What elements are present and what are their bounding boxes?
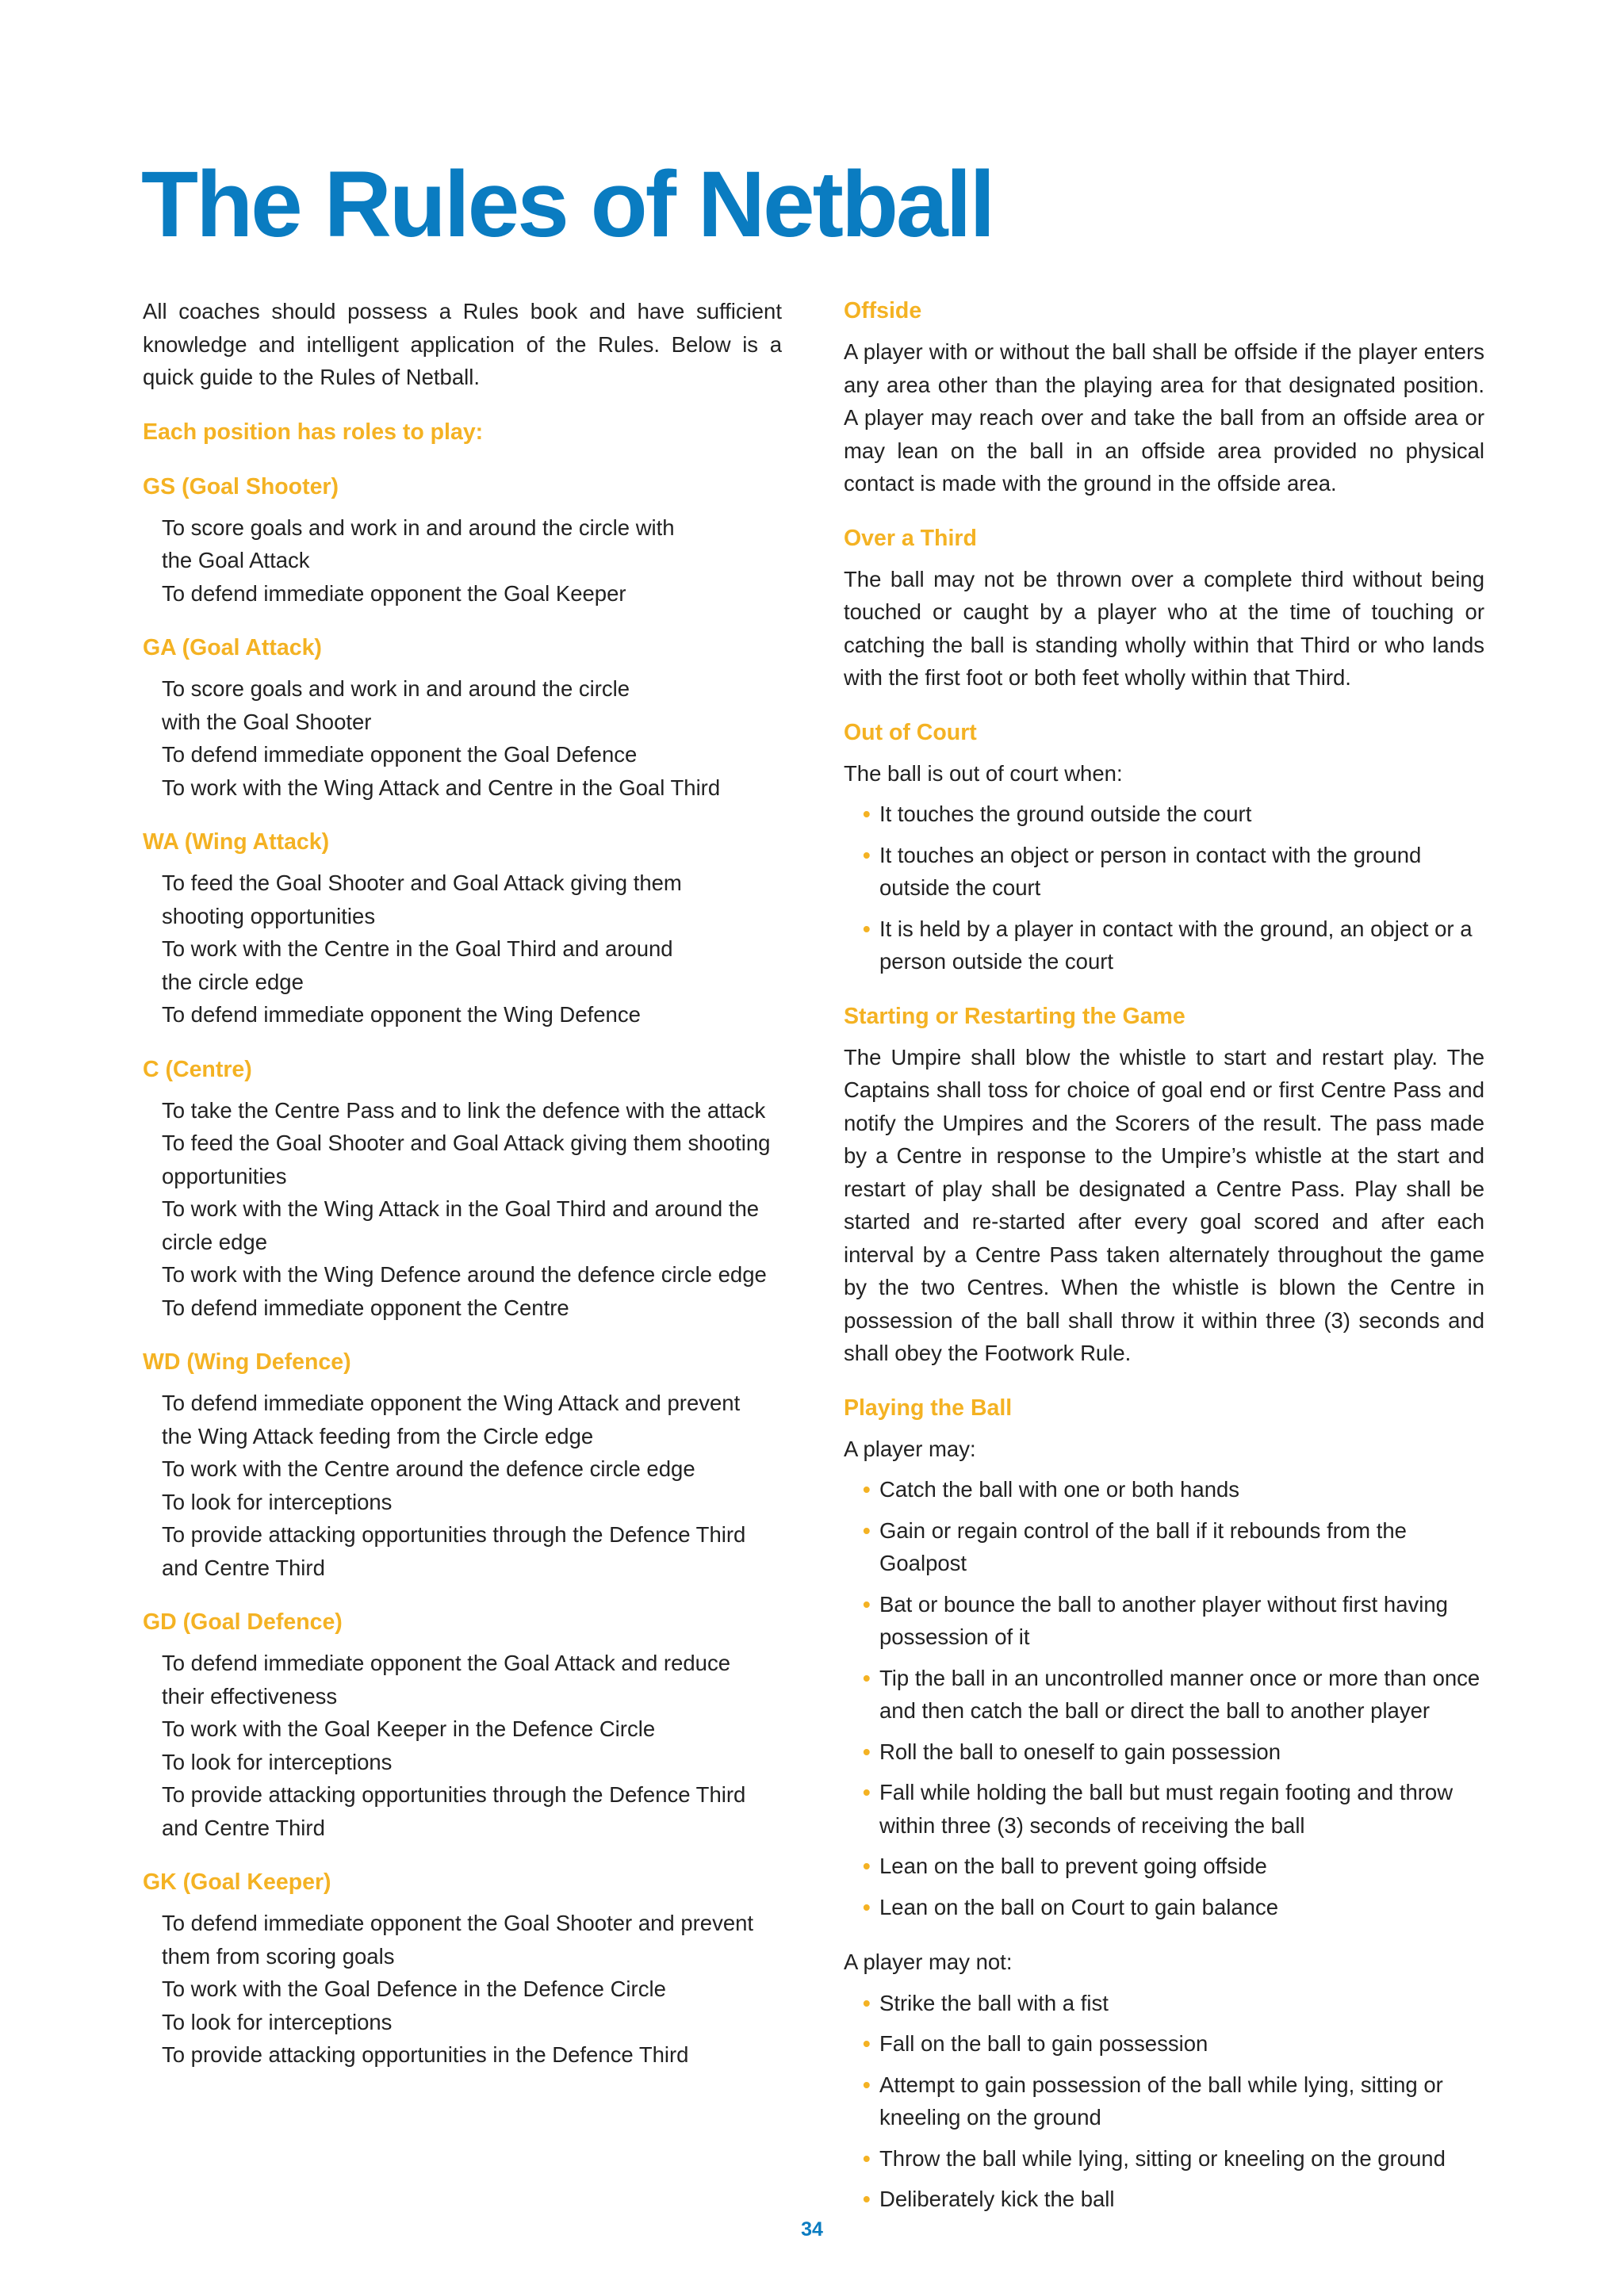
may-intro: A player may: — [844, 1436, 976, 1461]
position-gd — [143, 1606, 782, 1844]
bullet-item — [844, 1850, 1484, 1883]
role-line: shooting opportunities — [162, 903, 376, 928]
role-line: To work with the Wing Attack and Centre in the Goal Third — [162, 775, 721, 800]
bullet-text: Roll the ball to oneself to gain possession — [879, 1739, 1281, 1764]
bullet-icon: • — [863, 1854, 871, 1878]
bullet-icon: • — [863, 1665, 871, 1690]
bullet-icon: • — [863, 916, 871, 941]
bullet-text: Catch the ball with one or both hands — [879, 1477, 1240, 1502]
position-heading: GA (Goal Attack) — [143, 635, 322, 660]
position-roles — [143, 672, 782, 804]
bullet-text: Attempt to gain possession of the ball while lying, sitting or kneeling on the ground — [879, 2072, 1443, 2130]
role-line: them from scoring goals — [162, 1943, 395, 1969]
role-line: the Wing Attack feeding from the Circle edge — [162, 1423, 594, 1448]
bullet-item — [844, 798, 1484, 831]
bullet-item — [844, 913, 1484, 978]
position-roles — [143, 1647, 782, 1844]
section-offside — [844, 295, 1484, 500]
bullet-text: Strike the ball with a fist — [879, 1990, 1109, 2015]
page-title: The Rules of Netball — [141, 152, 994, 257]
role-line: To defend immediate opponent the Goal Keeper — [162, 580, 626, 606]
section-over-a-third — [844, 522, 1484, 695]
bullet-text: Gain or regain control of the ball if it rebounds from the Goalpost — [879, 1517, 1407, 1575]
role-line: with the Goal Shooter — [162, 709, 372, 734]
positions-heading: Each position has roles to play: — [143, 419, 484, 445]
section-out-of-court — [844, 717, 1484, 978]
role-line: To defend immediate opponent the Wing Attack and prevent — [162, 1391, 741, 1415]
role-line: To provide attacking opportunities through the Defence Third — [162, 1782, 746, 1807]
left-column — [143, 295, 782, 2072]
position-heading: WD (Wing Defence) — [143, 1349, 351, 1375]
section-heading: Starting or Restarting the Game — [844, 1003, 1185, 1029]
bullet-icon: • — [863, 2072, 871, 2097]
role-line: the Goal Attack — [162, 548, 310, 572]
may-not-list — [844, 1987, 1484, 2216]
role-line: To score goals and work in and around the circle — [162, 676, 630, 701]
position-gk — [143, 1866, 782, 2072]
role-line: To work with the Centre around the defence circle edge — [162, 1456, 695, 1481]
bullet-item — [844, 2183, 1484, 2216]
bullet-icon: • — [863, 1517, 871, 1543]
bullet-icon: • — [863, 1477, 871, 1502]
bullet-text: Tip the ball in an uncontrolled manner once or more than once and then catch the ball or direct the ball to another player — [879, 1665, 1480, 1723]
section-text: The ball may not be thrown over a complete third without being touched or caught by a player who at the time of touching or catching the ball is standing wholly within that Third or who lands with the first foot or both feet wholly within that Third. — [844, 566, 1484, 690]
role-line: To look for interceptions — [162, 1749, 393, 1774]
page-number: 34 — [801, 2218, 823, 2241]
position-heading: GS (Goal Shooter) — [143, 473, 339, 499]
position-roles — [143, 511, 782, 610]
section-heading: Out of Court — [844, 719, 977, 745]
bullet-text: Throw the ball while lying, sitting or kneeling on the ground — [879, 2145, 1446, 2171]
position-heading: GK (Goal Keeper) — [143, 1869, 331, 1895]
role-line: To score goals and work in and around the circle with — [162, 515, 675, 540]
position-heading: WA (Wing Attack) — [143, 829, 330, 855]
role-line: To provide attacking opportunities in the Defence Third — [162, 2042, 689, 2067]
bullet-icon: • — [863, 1990, 871, 2015]
role-line: the circle edge — [162, 969, 304, 994]
role-line: To defend immediate opponent the Goal Shooter and prevent — [162, 1911, 754, 1935]
bullet-item — [844, 2068, 1484, 2134]
bullet-icon: • — [863, 2187, 871, 2211]
position-wd — [143, 1346, 782, 1584]
role-line: To look for interceptions — [162, 2009, 393, 2034]
bullet-text: It touches the ground outside the court — [879, 802, 1252, 826]
position-roles — [143, 1094, 782, 1325]
role-line: To work with the Centre in the Goal Third and around — [162, 936, 673, 961]
position-heading: GD (Goal Defence) — [143, 1609, 343, 1635]
section-playing-the-ball — [844, 1392, 1484, 2216]
bullet-text: Lean on the ball on Court to gain balance — [879, 1894, 1279, 1919]
bullet-item — [844, 1473, 1484, 1506]
bullet-text: Deliberately kick the ball — [879, 2187, 1115, 2211]
bullet-item — [844, 1891, 1484, 1924]
role-line: opportunities — [162, 1163, 287, 1188]
role-line: To take the Centre Pass and to link the defence with the attack — [162, 1097, 766, 1123]
section-intro: The ball is out of court when: — [844, 760, 1123, 786]
position-c — [143, 1054, 782, 1325]
role-line: their effectiveness — [162, 1683, 338, 1709]
section-heading: Offside — [844, 298, 922, 323]
role-line: To defend immediate opponent the Wing Defence — [162, 1002, 641, 1027]
position-wa — [143, 826, 782, 1031]
position-gs — [143, 471, 782, 610]
may-list — [844, 1473, 1484, 1923]
right-column — [844, 295, 1484, 2216]
section-heading: Over a Third — [844, 525, 977, 551]
list-spacer — [844, 1923, 1484, 1946]
role-line: To feed the Goal Shooter and Goal Attack giving them shooting — [162, 1131, 771, 1155]
bullet-icon: • — [863, 1739, 871, 1764]
bullet-item — [844, 2027, 1484, 2061]
role-line: To work with the Goal Keeper in the Defence Circle — [162, 1716, 656, 1741]
bullet-icon: • — [863, 842, 871, 867]
section-text: A player with or without the ball shall be offside if the player enters any area other than the playing area for that designated position. A player may reach over and take the ball from an offside area or may lean on the ball in an offside area provided no physical contact is made with the ground in the offside area. — [844, 339, 1484, 496]
position-heading: C (Centre) — [143, 1056, 252, 1082]
bullet-icon: • — [863, 1591, 871, 1617]
role-line: To provide attacking opportunities through the Defence Third — [162, 1522, 746, 1547]
bullet-item — [844, 1514, 1484, 1580]
bullet-icon: • — [863, 802, 871, 826]
position-roles — [143, 1907, 782, 2072]
role-line: and Centre Third — [162, 1815, 325, 1840]
role-line: To look for interceptions — [162, 1489, 393, 1514]
role-line: To defend immediate opponent the Goal Attack and reduce — [162, 1651, 731, 1675]
position-roles — [143, 867, 782, 1031]
role-line: To work with the Goal Defence in the Defence Circle — [162, 1976, 666, 2001]
section-heading: Playing the Ball — [844, 1395, 1013, 1421]
role-line: To defend immediate opponent the Centre — [162, 1295, 569, 1320]
bullet-text: Bat or bounce the ball to another player without first having possession of it — [879, 1591, 1448, 1649]
bullet-icon: • — [863, 1894, 871, 1919]
role-line: circle edge — [162, 1229, 267, 1254]
bullet-item — [844, 1987, 1484, 2020]
role-line: and Centre Third — [162, 1555, 325, 1580]
bullet-item — [844, 1588, 1484, 1654]
bullet-icon: • — [863, 2031, 871, 2056]
intro-paragraph: All coaches should possess a Rules book and have sufficient knowledge and intelligent application of the Rules. Below is a quick guide to the Rules of Netball. — [143, 299, 782, 389]
bullet-text: It is held by a player in contact with the ground, an object or a person outside the court — [879, 916, 1473, 974]
bullet-item — [844, 839, 1484, 905]
may-not-intro: A player may not: — [844, 1950, 1013, 1974]
role-line: To defend immediate opponent the Goal Defence — [162, 742, 638, 767]
bullet-text: Fall on the ball to gain possession — [879, 2031, 1208, 2056]
position-ga — [143, 632, 782, 804]
section-starting-or-restarting — [844, 1001, 1484, 1370]
role-line: To work with the Wing Attack in the Goal Third and around the — [162, 1196, 760, 1221]
bullet-text: Lean on the ball to prevent going offside — [879, 1854, 1267, 1878]
bullet-item — [844, 1776, 1484, 1842]
bullet-list — [844, 798, 1484, 978]
bullet-icon: • — [863, 2145, 871, 2171]
role-line: To feed the Goal Shooter and Goal Attack giving them — [162, 871, 682, 895]
bullet-item — [844, 2142, 1484, 2175]
bullet-item — [844, 1735, 1484, 1769]
bullet-text: It touches an object or person in contact with the ground outside the court — [879, 842, 1422, 900]
bullet-text: Fall while holding the ball but must regain footing and throw within three (3) seconds of receiving the ball — [879, 1780, 1454, 1838]
section-text: The Umpire shall blow the whistle to start and restart play. The Captains shall toss for choice of goal end or first Centre Pass and notify the Umpires and the Scorers of the result. The pass made by a Centre in response to the Umpire’s whistle at the start and restart of play shall be designated a Centre Pass. Play shall be started and re-started after every goal scored and after each interval by a Centre Pass taken alternately throughout the game by the two Centres. When the whistle is blown the Centre in possession of the ball shall throw it within three (3) seconds and shall obey the Footwork Rule. — [844, 1044, 1484, 1365]
bullet-item — [844, 1662, 1484, 1728]
role-line: To work with the Wing Defence around the defence circle edge — [162, 1262, 767, 1287]
position-roles — [143, 1387, 782, 1584]
bullet-icon: • — [863, 1780, 871, 1804]
